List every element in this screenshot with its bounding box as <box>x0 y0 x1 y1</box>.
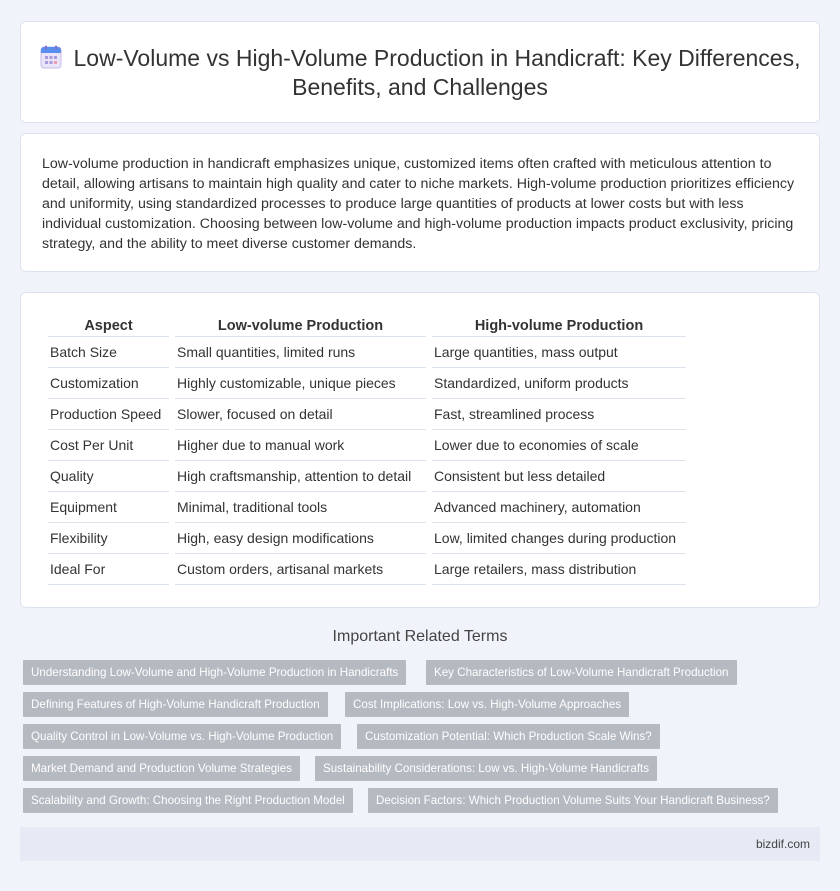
table-cell: Custom orders, artisanal markets <box>175 554 426 585</box>
table-cell: Low, limited changes during production <box>432 523 686 554</box>
table-row <box>48 523 686 554</box>
table-cell: Higher due to manual work <box>175 430 426 461</box>
related-term-link[interactable]: Decision Factors: Which Production Volume Suits Your Handicraft Business? <box>368 788 778 813</box>
comparison-table <box>42 316 692 585</box>
title-card <box>20 21 820 123</box>
table-cell: High, easy design modifications <box>175 523 426 554</box>
related-term-link[interactable]: Cost Implications: Low vs. High-Volume Approaches <box>345 692 629 717</box>
table-cell: Quality <box>48 461 169 492</box>
table-cell: Ideal For <box>48 554 169 585</box>
related-term-link[interactable]: Defining Features of High-Volume Handicraft Production <box>23 692 328 717</box>
table-cell: High craftsmanship, attention to detail <box>175 461 426 492</box>
table-row <box>48 461 686 492</box>
table-row <box>48 554 686 585</box>
intro-paragraph: Low-volume production in handicraft emphasizes unique, customized items often crafted with meticulous attention to detail, allowing artisans to maintain high quality and cater to niche markets. High-volume production prioritizes efficiency and uniformity, using standardized processes to produce large quantities of products at lower costs but with less individual customization. Choosing between low-volume and high-volume production impacts product exclusivity, pricing strategy, and the ability to meet diverse customer demands. <box>42 156 795 252</box>
related-term-link[interactable]: Customization Potential: Which Production Scale Wins? <box>357 724 660 749</box>
comparison-table-card <box>20 292 820 608</box>
table-cell: Consistent but less detailed <box>432 461 686 492</box>
table-cell: Production Speed <box>48 399 169 430</box>
related-term-link[interactable]: Scalability and Growth: Choosing the Right Production Model <box>23 788 353 813</box>
footer-brand[interactable]: bizdif.com <box>755 837 810 851</box>
related-terms-heading: Important Related Terms <box>332 628 508 645</box>
table-cell: Equipment <box>48 492 169 523</box>
table-row <box>48 337 686 368</box>
table-cell: Large retailers, mass distribution <box>432 554 686 585</box>
table-cell: Fast, streamlined process <box>432 399 686 430</box>
intro-card <box>20 133 820 272</box>
table-cell: Cost Per Unit <box>48 430 169 461</box>
related-term-link[interactable]: Understanding Low-Volume and High-Volume Production in Handicrafts <box>23 660 406 685</box>
table-cell: Large quantities, mass output <box>432 337 686 368</box>
table-cell: Highly customizable, unique pieces <box>175 368 426 399</box>
table-header-row <box>48 316 686 337</box>
related-term-link[interactable]: Market Demand and Production Volume Strategies <box>23 756 300 781</box>
table-row <box>48 492 686 523</box>
table-cell: Small quantities, limited runs <box>175 337 426 368</box>
table-cell: Advanced machinery, automation <box>432 492 686 523</box>
document-icon <box>40 45 62 69</box>
column-header-aspect: Aspect <box>48 316 169 337</box>
footer <box>20 827 820 861</box>
table-row <box>48 430 686 461</box>
table-row <box>48 399 686 430</box>
table-cell: Customization <box>48 368 169 399</box>
table-cell: Standardized, uniform products <box>432 368 686 399</box>
table-cell: Minimal, traditional tools <box>175 492 426 523</box>
related-term-link[interactable]: Quality Control in Low-Volume vs. High-Volume Production <box>23 724 341 749</box>
table-row <box>48 368 686 399</box>
column-header-low-volume: Low-volume Production <box>175 316 426 337</box>
table-cell: Batch Size <box>48 337 169 368</box>
table-cell: Lower due to economies of scale <box>432 430 686 461</box>
related-term-link[interactable]: Sustainability Considerations: Low vs. High-Volume Handicrafts <box>315 756 657 781</box>
related-term-link[interactable]: Key Characteristics of Low-Volume Handicraft Production <box>426 660 737 685</box>
table-cell: Flexibility <box>48 523 169 554</box>
page-title: Low-Volume vs High-Volume Production in Handicraft: Key Differences, Benefits, and Challenges <box>73 45 801 100</box>
table-cell: Slower, focused on detail <box>175 399 426 430</box>
column-header-high-volume: High-volume Production <box>432 316 686 337</box>
